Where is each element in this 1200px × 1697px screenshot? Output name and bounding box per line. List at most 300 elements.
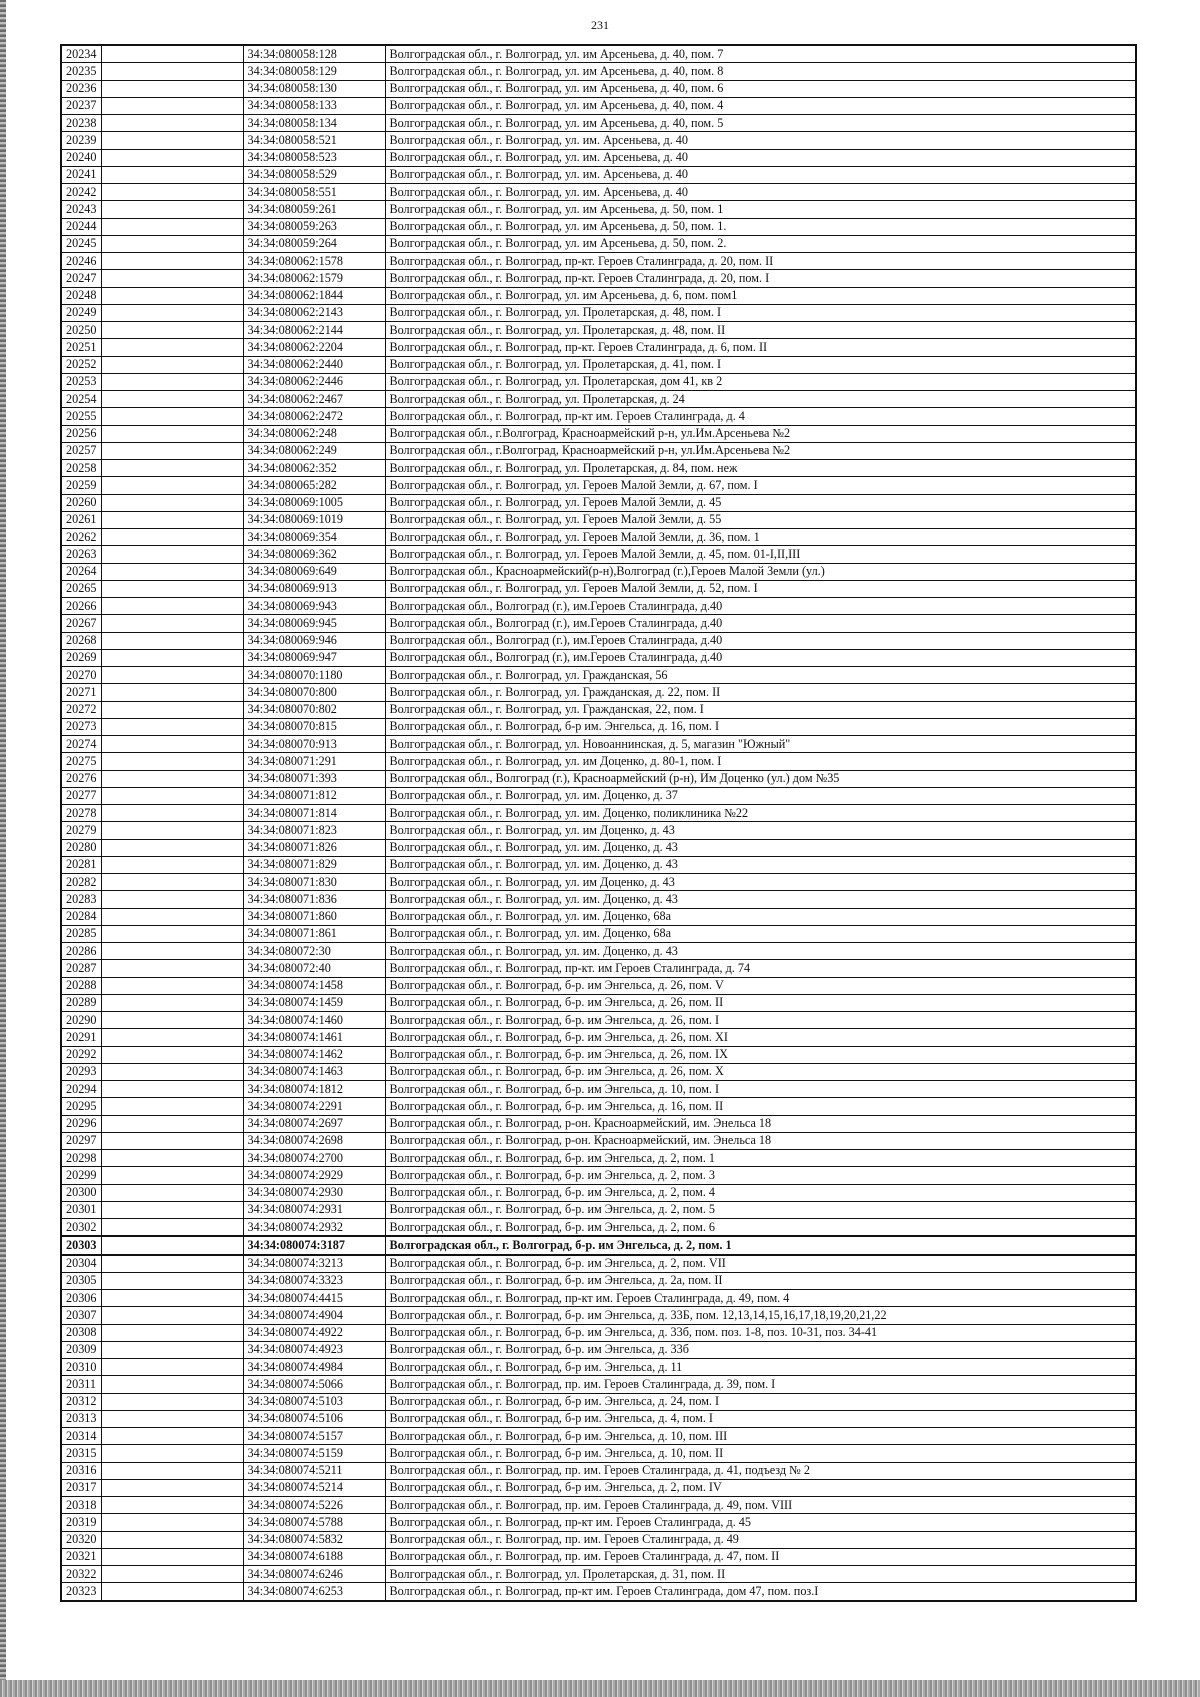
address-cell: Волгоградская обл., г. Волгоград, б-р. им Энгельса, д. 2, пом. 1 [385,1150,1136,1167]
row-number-cell: 20284 [61,908,101,925]
address-cell: Волгоградская обл., г.Волгоград, Красноармейский р-н, ул.Им.Арсеньева №2 [385,442,1136,459]
address-cell: Волгоградская обл., г. Волгоград, б-р. им Энгельса, д. 2, пом. 5 [385,1201,1136,1218]
empty-cell [101,787,243,804]
table-row [61,1115,1136,1132]
address-cell: Волгоградская обл., г. Волгоград, р-он. Красноармейский, им. Энельса 18 [385,1115,1136,1132]
cadastral-number-cell: 34:34:080062:1578 [243,253,385,270]
address-cell: Волгоградская обл., Волгоград (г.), им.Героев Сталинграда, д.40 [385,649,1136,666]
empty-cell [101,1531,243,1548]
empty-cell [101,201,243,218]
table-row [61,1132,1136,1149]
empty-cell [101,701,243,718]
table-row [61,339,1136,356]
table-row [61,856,1136,873]
table-row [61,425,1136,442]
empty-cell [101,1150,243,1167]
table-row [61,943,1136,960]
cadastral-number-cell: 34:34:080062:1579 [243,270,385,287]
row-number-cell: 20276 [61,770,101,787]
cadastral-number-cell: 34:34:080058:529 [243,166,385,183]
row-number-cell: 20287 [61,960,101,977]
cadastral-number-cell: 34:34:080058:130 [243,80,385,97]
table-row [61,1497,1136,1514]
address-cell: Волгоградская обл., г. Волгоград, б-р. им Энгельса, д. 26, пом. IX [385,1046,1136,1063]
address-cell: Волгоградская обл., г. Волгоград, ул. им. Арсеньева, д. 40 [385,184,1136,201]
table-row [61,1428,1136,1445]
table-row [61,736,1136,753]
table-row [61,218,1136,235]
table-row [61,132,1136,149]
address-cell: Волгоградская обл., г. Волгоград, ул. им. Арсеньева, д. 40 [385,132,1136,149]
address-cell: Волгоградская обл., г. Волгоград, б-р. им Энгельса, д. 26, пом. II [385,994,1136,1011]
cadastral-number-cell: 34:34:080074:3187 [243,1236,385,1254]
address-cell: Волгоградская обл., г. Волгоград, б-р. им Энгельса, д. 2, пом. 4 [385,1184,1136,1201]
cadastral-number-cell: 34:34:080074:2697 [243,1115,385,1132]
address-cell: Волгоградская обл., г. Волгоград, ул. Пролетарская, дом 41, кв 2 [385,373,1136,390]
cadastral-number-cell: 34:34:080074:5106 [243,1410,385,1427]
row-number-cell: 20259 [61,477,101,494]
empty-cell [101,546,243,563]
address-cell: Волгоградская обл., г. Волгоград, р-он. Красноармейский, им. Энельса 18 [385,1132,1136,1149]
table-row [61,684,1136,701]
cadastral-number-cell: 34:34:080062:2446 [243,373,385,390]
row-number-cell: 20283 [61,891,101,908]
empty-cell [101,615,243,632]
cadastral-number-cell: 34:34:080074:6253 [243,1583,385,1601]
table-row [61,1290,1136,1307]
row-number-cell: 20248 [61,287,101,304]
empty-cell [101,494,243,511]
table-row [61,1098,1136,1115]
row-number-cell: 20266 [61,598,101,615]
empty-cell [101,718,243,735]
cadastral-number-cell: 34:34:080071:860 [243,908,385,925]
address-cell: Волгоградская обл., г. Волгоград, ул. Гражданская, 56 [385,667,1136,684]
table-row [61,977,1136,994]
cadastral-number-cell: 34:34:080072:30 [243,943,385,960]
empty-cell [101,97,243,114]
row-number-cell: 20320 [61,1531,101,1548]
cadastral-number-cell: 34:34:080074:5226 [243,1497,385,1514]
cadastral-number-cell: 34:34:080074:4984 [243,1359,385,1376]
row-number-cell: 20256 [61,425,101,442]
empty-cell [101,460,243,477]
empty-cell [101,753,243,770]
row-number-cell: 20279 [61,822,101,839]
table-row [61,701,1136,718]
table-row [61,994,1136,1011]
table-row [61,598,1136,615]
empty-cell [101,270,243,287]
empty-cell [101,218,243,235]
cadastral-number-cell: 34:34:080074:5157 [243,1428,385,1445]
row-number-cell: 20295 [61,1098,101,1115]
row-number-cell: 20253 [61,373,101,390]
page-number: 231 [591,18,609,32]
address-cell: Волгоградская обл., г. Волгоград, пр-кт им. Героев Сталинграда, д. 49, пом. 4 [385,1290,1136,1307]
address-cell: Волгоградская обл., г. Волгоград, пр. им. Героев Сталинграда, д. 49 [385,1531,1136,1548]
cadastral-number-cell: 34:34:080074:1460 [243,1012,385,1029]
empty-cell [101,1012,243,1029]
cadastral-number-cell: 34:34:080074:5066 [243,1376,385,1393]
row-number-cell: 20277 [61,787,101,804]
cadastral-number-cell: 34:34:080069:947 [243,649,385,666]
row-number-cell: 20305 [61,1272,101,1289]
cadastral-number-cell: 34:34:080074:2291 [243,1098,385,1115]
address-cell: Волгоградская обл., г. Волгоград, пр-кт. Героев Сталинграда, д. 20, пом. I [385,270,1136,287]
row-number-cell: 20309 [61,1341,101,1358]
row-number-cell: 20240 [61,149,101,166]
cadastral-number-cell: 34:34:080071:861 [243,925,385,942]
empty-cell [101,1255,243,1273]
table-row [61,270,1136,287]
row-number-cell: 20235 [61,63,101,80]
row-number-cell: 20303 [61,1236,101,1254]
table-row [61,1307,1136,1324]
row-number-cell: 20286 [61,943,101,960]
empty-cell [101,632,243,649]
row-number-cell: 20252 [61,356,101,373]
cadastral-number-cell: 34:34:080058:128 [243,45,385,63]
row-number-cell: 20319 [61,1514,101,1531]
row-number-cell: 20299 [61,1167,101,1184]
cadastral-number-cell: 34:34:080062:1844 [243,287,385,304]
cadastral-number-cell: 34:34:080069:945 [243,615,385,632]
address-cell: Волгоградская обл., г. Волгоград, ул. Новоаннинская, д. 5, магазин "Южный" [385,736,1136,753]
table-row [61,891,1136,908]
row-number-cell: 20263 [61,546,101,563]
row-number-cell: 20292 [61,1046,101,1063]
row-number-cell: 20245 [61,235,101,252]
table-row [61,373,1136,390]
table-row [61,494,1136,511]
table-row [61,511,1136,528]
table-row [61,1566,1136,1583]
registry-table-body [61,45,1136,1601]
cadastral-number-cell: 34:34:080074:3213 [243,1255,385,1273]
row-number-cell: 20257 [61,442,101,459]
address-cell: Волгоградская обл., г. Волгоград, б-р им. Энгельса, д. 11 [385,1359,1136,1376]
row-number-cell: 20317 [61,1479,101,1496]
address-cell: Волгоградская обл., г. Волгоград, б-р. им Энгельса, д. 33Б, пом. 12,13,14,15,16,17,18,19,20,21,22 [385,1307,1136,1324]
table-row [61,908,1136,925]
address-cell: Волгоградская обл., г. Волгоград, б-р им. Энгельса, д. 16, пом. I [385,718,1136,735]
table-row [61,166,1136,183]
cadastral-number-cell: 34:34:080074:1458 [243,977,385,994]
address-cell: Волгоградская обл., г. Волгоград, ул. Героев Малой Земли, д. 67, пом. I [385,477,1136,494]
cadastral-number-cell: 34:34:080074:1461 [243,1029,385,1046]
row-number-cell: 20271 [61,684,101,701]
address-cell: Волгоградская обл., г. Волгоград, пр-кт им. Героев Сталинграда, д. 4 [385,408,1136,425]
cadastral-number-cell: 34:34:080074:5211 [243,1462,385,1479]
empty-cell [101,1566,243,1583]
table-row [61,322,1136,339]
table-row [61,287,1136,304]
empty-cell [101,1063,243,1080]
table-row [61,1201,1136,1218]
row-number-cell: 20255 [61,408,101,425]
table-row [61,1548,1136,1565]
row-number-cell: 20314 [61,1428,101,1445]
address-cell: Волгоградская обл., г. Волгоград, б-р. им Энгельса, д. 2, пом. 3 [385,1167,1136,1184]
row-number-cell: 20237 [61,97,101,114]
table-row [61,97,1136,114]
row-number-cell: 20306 [61,1290,101,1307]
empty-cell [101,511,243,528]
table-row [61,1236,1136,1254]
table-row [61,753,1136,770]
cadastral-number-cell: 34:34:080059:261 [243,201,385,218]
table-row [61,460,1136,477]
table-row [61,1324,1136,1341]
row-number-cell: 20281 [61,856,101,873]
cadastral-number-cell: 34:34:080074:1462 [243,1046,385,1063]
table-row [61,787,1136,804]
empty-cell [101,80,243,97]
cadastral-number-cell: 34:34:080074:2929 [243,1167,385,1184]
table-row [61,1150,1136,1167]
empty-cell [101,977,243,994]
address-cell: Волгоградская обл., г. Волгоград, б-р им. Энгельса, д. 2, пом. IV [385,1479,1136,1496]
cadastral-number-cell: 34:34:080065:282 [243,477,385,494]
row-number-cell: 20282 [61,874,101,891]
cadastral-number-cell: 34:34:080059:264 [243,235,385,252]
address-cell: Волгоградская обл., г. Волгоград, ул. им Арсеньева, д. 40, пом. 6 [385,80,1136,97]
table-row [61,805,1136,822]
empty-cell [101,1219,243,1237]
table-row [61,667,1136,684]
table-row [61,529,1136,546]
address-cell: Волгоградская обл., г. Волгоград, ул. им. Доценко, 68а [385,925,1136,942]
address-cell: Волгоградская обл., г. Волгоград, пр-кт им. Героев Сталинграда, дом 47, пом. поз.I [385,1583,1136,1601]
empty-cell [101,736,243,753]
row-number-cell: 20262 [61,529,101,546]
empty-cell [101,184,243,201]
cadastral-number-cell: 34:34:080074:6246 [243,1566,385,1583]
table-row [61,201,1136,218]
cadastral-number-cell: 34:34:080071:826 [243,839,385,856]
cadastral-number-cell: 34:34:080074:6188 [243,1548,385,1565]
table-row [61,115,1136,132]
address-cell: Волгоградская обл., г. Волгоград, ул. Пролетарская, д. 31, пом. II [385,1566,1136,1583]
address-cell: Волгоградская обл., г. Волгоград, б-р. им Энгельса, д. 33б [385,1341,1136,1358]
table-row [61,1376,1136,1393]
address-cell: Волгоградская обл., г. Волгоград, пр. им. Героев Сталинграда, д. 39, пом. I [385,1376,1136,1393]
row-number-cell: 20273 [61,718,101,735]
table-row [61,1029,1136,1046]
table-row [61,1514,1136,1531]
cadastral-number-cell: 34:34:080062:2144 [243,322,385,339]
cadastral-number-cell: 34:34:080062:2440 [243,356,385,373]
row-number-cell: 20280 [61,839,101,856]
cadastral-number-cell: 34:34:080070:802 [243,701,385,718]
table-row [61,235,1136,252]
empty-cell [101,1098,243,1115]
table-row [61,149,1136,166]
empty-cell [101,477,243,494]
cadastral-number-cell: 34:34:080069:943 [243,598,385,615]
cadastral-number-cell: 34:34:080062:2143 [243,304,385,321]
cadastral-number-cell: 34:34:080062:352 [243,460,385,477]
cadastral-number-cell: 34:34:080062:248 [243,425,385,442]
empty-cell [101,1236,243,1254]
table-row [61,80,1136,97]
empty-cell [101,391,243,408]
address-cell: Волгоградская обл., Волгоград (г.), им.Героев Сталинграда, д.40 [385,632,1136,649]
empty-cell [101,1046,243,1063]
address-cell: Волгоградская обл., г. Волгоград, ул. им Арсеньева, д. 40, пом. 4 [385,97,1136,114]
address-cell: Волгоградская обл., г. Волгоград, ул. Пролетарская, д. 84, пом. неж [385,460,1136,477]
cadastral-number-cell: 34:34:080074:3323 [243,1272,385,1289]
table-row [61,408,1136,425]
address-cell: Волгоградская обл., г. Волгоград, б-р. им Энгельса, д. 26, пом. V [385,977,1136,994]
row-number-cell: 20247 [61,270,101,287]
row-number-cell: 20258 [61,460,101,477]
address-cell: Волгоградская обл., г. Волгоград, пр-кт им. Героев Сталинграда, д. 45 [385,1514,1136,1531]
row-number-cell: 20249 [61,304,101,321]
empty-cell [101,1132,243,1149]
empty-cell [101,580,243,597]
row-number-cell: 20234 [61,45,101,63]
address-cell: Волгоградская обл., г. Волгоград, ул. им. Доценко, д. 43 [385,891,1136,908]
cadastral-number-cell: 34:34:080074:2932 [243,1219,385,1237]
row-number-cell: 20315 [61,1445,101,1462]
cadastral-number-cell: 34:34:080074:4415 [243,1290,385,1307]
cadastral-number-cell: 34:34:080059:263 [243,218,385,235]
cadastral-number-cell: 34:34:080058:134 [243,115,385,132]
row-number-cell: 20246 [61,253,101,270]
empty-cell [101,1029,243,1046]
empty-cell [101,1462,243,1479]
empty-cell [101,322,243,339]
cadastral-number-cell: 34:34:080074:5832 [243,1531,385,1548]
address-cell: Волгоградская обл., г. Волгоград, ул. Героев Малой Земли, д. 45 [385,494,1136,511]
address-cell: Волгоградская обл., г. Волгоград, пр. им. Героев Сталинграда, д. 47, пом. II [385,1548,1136,1565]
row-number-cell: 20293 [61,1063,101,1080]
cadastral-number-cell: 34:34:080062:2467 [243,391,385,408]
address-cell: Волгоградская обл., г. Волгоград, б-р. им Энгельса, д. 26, пом. I [385,1012,1136,1029]
cadastral-number-cell: 34:34:080069:1019 [243,511,385,528]
address-cell: Волгоградская обл., г. Волгоград, пр-кт. Героев Сталинграда, д. 20, пом. II [385,253,1136,270]
table-row [61,718,1136,735]
cadastral-number-cell: 34:34:080071:830 [243,874,385,891]
address-cell: Волгоградская обл., г. Волгоград, ул. Гражданская, д. 22, пом. II [385,684,1136,701]
address-cell: Волгоградская обл., г. Волгоград, б-р. им Энгельса, д. 26, пом. X [385,1063,1136,1080]
address-cell: Волгоградская обл., г. Волгоград, б-р. им Энгельса, д. 2а, пом. II [385,1272,1136,1289]
address-cell: Волгоградская обл., г. Волгоград, ул. Гражданская, 22, пом. I [385,701,1136,718]
table-row [61,253,1136,270]
address-cell: Волгоградская обл., г. Волгоград, б-р. им Энгельса, д. 33б, пом. поз. 1-8, поз. 10-31, поз. 34-41 [385,1324,1136,1341]
empty-cell [101,408,243,425]
table-row [61,1410,1136,1427]
empty-cell [101,115,243,132]
table-row [61,63,1136,80]
address-cell: Волгоградская обл., г. Волгоград, ул. им Доценко, д. 43 [385,822,1136,839]
empty-cell [101,149,243,166]
address-cell: Волгоградская обл., г. Волгоград, ул. Героев Малой Земли, д. 52, пом. I [385,580,1136,597]
empty-cell [101,1359,243,1376]
address-cell: Волгоградская обл., г. Волгоград, б-р им. Энгельса, д. 10, пом. III [385,1428,1136,1445]
row-number-cell: 20260 [61,494,101,511]
address-cell: Волгоградская обл., г. Волгоград, ул. Героев Малой Земли, д. 55 [385,511,1136,528]
table-row [61,546,1136,563]
table-row [61,391,1136,408]
cadastral-number-cell: 34:34:080058:523 [243,149,385,166]
address-cell: Волгоградская обл., г. Волгоград, б-р. им Энгельса, д. 2, пом. 1 [385,1236,1136,1254]
empty-cell [101,63,243,80]
address-cell: Волгоградская обл., г. Волгоград, ул. им Арсеньева, д. 50, пом. 1 [385,201,1136,218]
row-number-cell: 20244 [61,218,101,235]
cadastral-number-cell: 34:34:080058:521 [243,132,385,149]
address-cell: Волгоградская обл., г. Волгоград, б-р. им Энгельса, д. 2, пом. VII [385,1255,1136,1273]
cadastral-number-cell: 34:34:080074:2698 [243,1132,385,1149]
row-number-cell: 20323 [61,1583,101,1601]
empty-cell [101,529,243,546]
address-cell: Волгоградская обл., г. Волгоград, пр-кт. Героев Сталинграда, д. 6, пом. II [385,339,1136,356]
table-row [61,1359,1136,1376]
cadastral-number-cell: 34:34:080069:649 [243,563,385,580]
row-number-cell: 20290 [61,1012,101,1029]
row-number-cell: 20294 [61,1081,101,1098]
empty-cell [101,770,243,787]
table-row [61,770,1136,787]
empty-cell [101,891,243,908]
empty-cell [101,1376,243,1393]
cadastral-number-cell: 34:34:080071:829 [243,856,385,873]
address-cell: Волгоградская обл., г. Волгоград, ул. им. Арсеньева, д. 40 [385,166,1136,183]
cadastral-number-cell: 34:34:080058:129 [243,63,385,80]
empty-cell [101,1307,243,1324]
table-row [61,1479,1136,1496]
address-cell: Волгоградская обл., г. Волгоград, пр-кт. им Героев Сталинграда, д. 74 [385,960,1136,977]
empty-cell [101,1410,243,1427]
table-row [61,1583,1136,1601]
empty-cell [101,994,243,1011]
table-row [61,1063,1136,1080]
cadastral-number-cell: 34:34:080071:814 [243,805,385,822]
table-row [61,925,1136,942]
row-number-cell: 20308 [61,1324,101,1341]
row-number-cell: 20298 [61,1150,101,1167]
row-number-cell: 20236 [61,80,101,97]
cadastral-number-cell: 34:34:080074:4923 [243,1341,385,1358]
cadastral-number-cell: 34:34:080074:2931 [243,1201,385,1218]
empty-cell [101,1479,243,1496]
empty-cell [101,1324,243,1341]
row-number-cell: 20264 [61,563,101,580]
table-row [61,304,1136,321]
row-number-cell: 20307 [61,1307,101,1324]
address-cell: Волгоградская обл., г. Волгоград, ул. Героев Малой Земли, д. 36, пом. 1 [385,529,1136,546]
empty-cell [101,598,243,615]
empty-cell [101,874,243,891]
table-row [61,874,1136,891]
cadastral-number-cell: 34:34:080074:4904 [243,1307,385,1324]
row-number-cell: 20313 [61,1410,101,1427]
row-number-cell: 20254 [61,391,101,408]
cadastral-number-cell: 34:34:080070:913 [243,736,385,753]
row-number-cell: 20274 [61,736,101,753]
table-row [61,632,1136,649]
address-cell: Волгоградская обл., г. Волгоград, б-р. им Энгельса, д. 26, пом. XI [385,1029,1136,1046]
empty-cell [101,1272,243,1289]
row-number-cell: 20300 [61,1184,101,1201]
row-number-cell: 20296 [61,1115,101,1132]
table-row [61,1167,1136,1184]
row-number-cell: 20321 [61,1548,101,1565]
table-row [61,649,1136,666]
row-number-cell: 20243 [61,201,101,218]
